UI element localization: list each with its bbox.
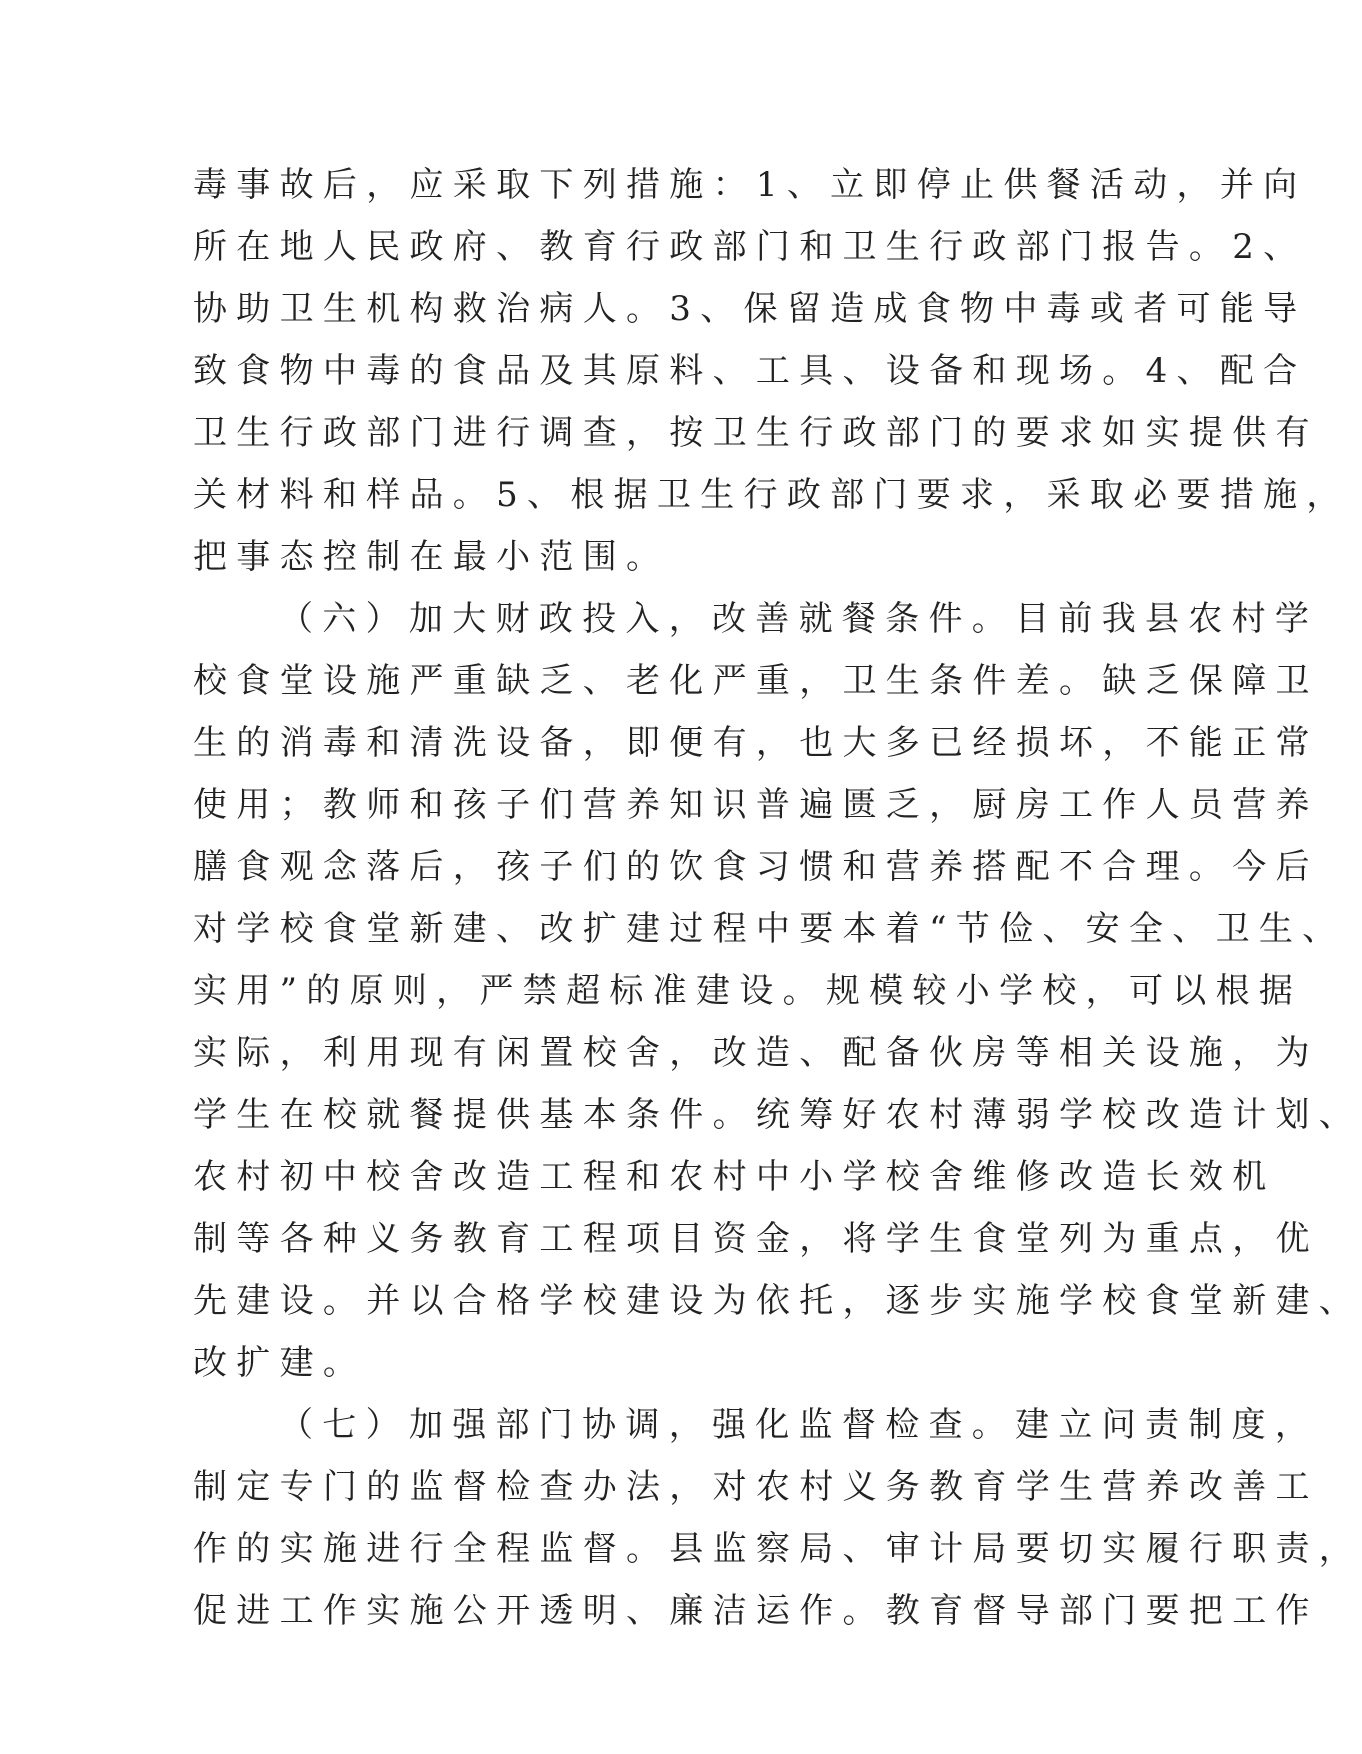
- text-line: （七）加强部门协调，强化监督检查。建立问责制度，: [279, 1405, 1319, 1445]
- text-line: 作的实施进行全程监督。县监察局、审计局要切实履行职责，: [193, 1529, 1362, 1569]
- text-line: 所在地人民政府、教育行政部门和卫生行政部门报告。2、: [193, 227, 1307, 267]
- document-body: [193, 154, 1362, 1642]
- text-line: 农村初中校舍改造工程和农村中小学校舍维修改造长效机: [193, 1157, 1276, 1197]
- text-line: 先建设。并以合格学校建设为依托，逐步实施学校食堂新建、: [193, 1281, 1362, 1321]
- text-line: 使用；教师和孩子们营养知识普遍匮乏，厨房工作人员营养: [193, 785, 1319, 825]
- text-line: 对学校食堂新建、改扩建过程中要本着“节俭、安全、卫生、: [193, 909, 1346, 949]
- text-line: 学生在校就餐提供基本条件。统筹好农村薄弱学校改造计划、: [193, 1095, 1362, 1135]
- text-line: 卫生行政部门进行调查，按卫生行政部门的要求如实提供有: [193, 413, 1319, 453]
- text-line: 毒事故后，应采取下列措施：1、立即停止供餐活动，并向: [193, 165, 1307, 205]
- text-line: 实用”的原则，严禁超标准建设。规模较小学校，可以根据: [193, 971, 1303, 1011]
- text-line: 把事态控制在最小范围。: [193, 537, 670, 577]
- text-line: 协助卫生机构救治病人。3、保留造成食物中毒或者可能导: [193, 289, 1307, 329]
- text-line: 致食物中毒的食品及其原料、工具、设备和现场。4、配合: [193, 351, 1307, 391]
- text-line: 促进工作实施公开透明、廉洁运作。教育督导部门要把工作: [193, 1591, 1319, 1631]
- text-line: 制等各种义务教育工程项目资金，将学生食堂列为重点，优: [193, 1219, 1319, 1259]
- paragraph-food-poisoning-measures: [193, 154, 1350, 588]
- text-line: 校食堂设施严重缺乏、老化严重，卫生条件差。缺乏保障卫: [193, 661, 1319, 701]
- paragraph-section-6: [193, 588, 1362, 1394]
- text-line: 制定专门的监督检查办法，对农村义务教育学生营养改善工: [193, 1467, 1319, 1507]
- paragraph-section-7: [193, 1394, 1362, 1642]
- text-line: 生的消毒和清洗设备，即便有，也大多已经损坏，不能正常: [193, 723, 1319, 763]
- text-line: 改扩建。: [193, 1343, 367, 1383]
- text-line: （六）加大财政投入，改善就餐条件。目前我县农村学: [279, 599, 1319, 639]
- text-line: 关材料和样品。5、根据卫生行政部门要求，采取必要措施，: [193, 475, 1350, 515]
- text-line: 实际，利用现有闲置校舍，改造、配备伙房等相关设施，为: [193, 1033, 1319, 1073]
- text-line: 膳食观念落后，孩子们的饮食习惯和营养搭配不合理。今后: [193, 847, 1319, 887]
